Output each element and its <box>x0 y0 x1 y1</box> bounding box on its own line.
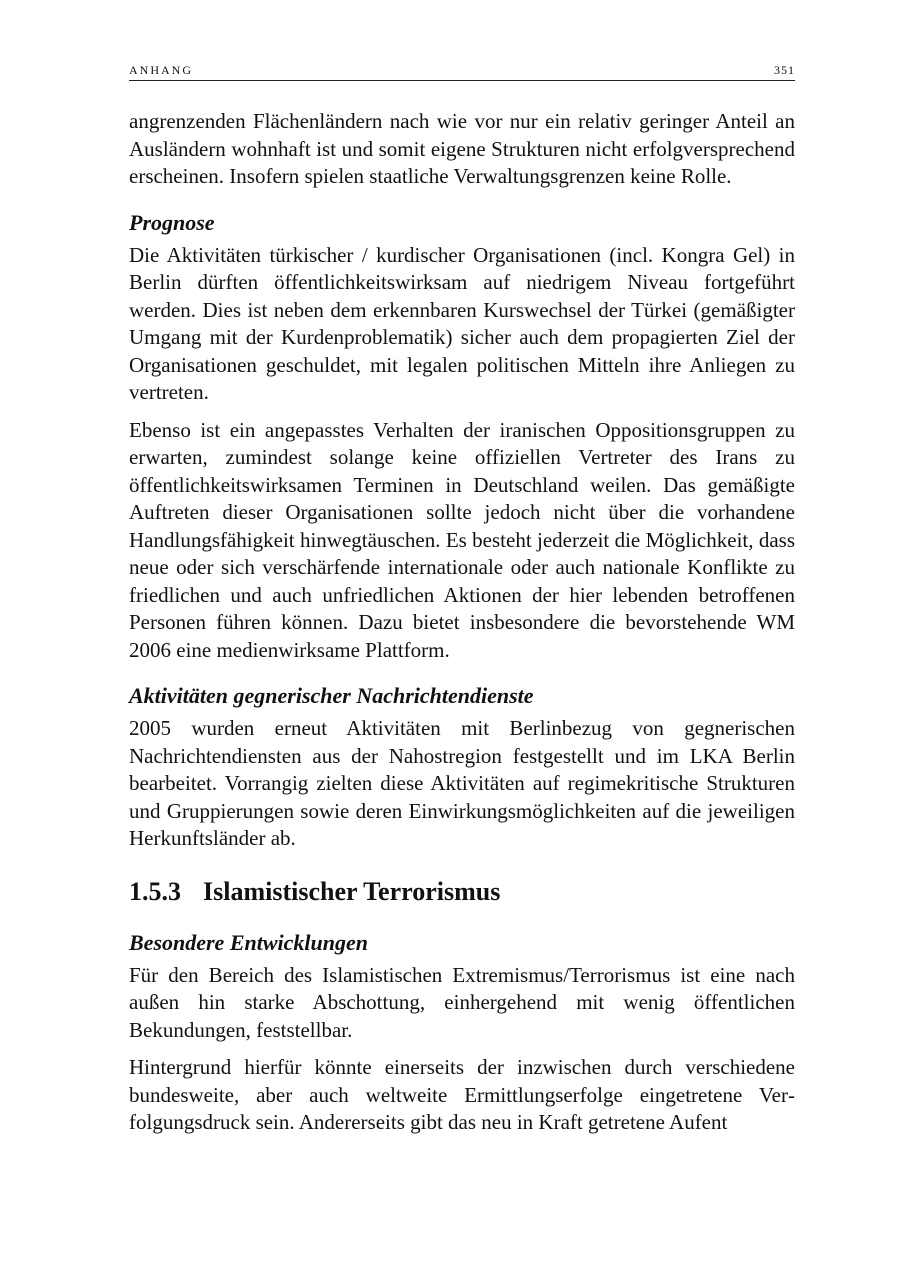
paragraph: angrenzenden Flächenländern nach wie vor nur ein relativ geringer Anteil an Ausländern wohnhaft ist und somit eigene Strukturen nicht erfolgversprechend erscheinen. Insofern spielen staatliche Verwaltungsgrenzen keine Rolle. <box>129 109 795 188</box>
section-number: 1.5.3 <box>129 876 181 906</box>
paragraph: Die Aktivitäten türkischer / kurdischer Organisationen (incl. Kongra Gel) in Berlin dürften öffentlichkeitswirksam auf niedrigem Niveau fortgeführt werden. Dies ist neben dem erkennbaren Kurswechsel der Türkei (gemäßigter Umgang mit der Kurdenproblematik) sicher auch dem propagierten Ziel der Organisationen geschuldet, mit legalen politischen Mitteln ihre Anliegen zu vertreten. <box>129 242 795 404</box>
running-header <box>129 62 795 81</box>
subheading-entwicklungen: Besondere Entwicklungen <box>129 929 368 955</box>
running-header-section: ANHANG <box>129 63 193 77</box>
subheading-nachrichtendienste: Aktivitäten gegnerischer Nachrichtendienste <box>129 683 534 708</box>
page-number: 351 <box>774 63 795 77</box>
paragraph: Ebenso ist ein angepasstes Verhalten der iranischen Oppositionsgruppen zu erwarten, zumindest solange keine offiziellen Vertreter des Irans zu öffentlichkeitswirksamen Terminen in Deutschland weilen. Das gemäßigte Auftreten dieser Organisationen sollte jedoch nicht über die vorhandene Handlungsfähigkeit hinwegtäuschen. Es besteht jederzeit die Möglichkeit, dass neue oder sich verschärfende internationale oder auch nationale Konflikte zu friedlichen und auch unfriedlichen Aktionen der hier lebenden betroffenen Personen führen können. Dazu bietet insbesondere die bevorstehende WM 2006 eine medienwirksame Plattform. <box>129 417 795 662</box>
section-title: Islamistischer Terrorismus <box>203 876 501 906</box>
paragraph: Hintergrund hierfür könnte einerseits der inzwischen durch verschiedene bundesweite, aber auch weltweite Ermittlungserfolge eingetretene Verfolgungsdruck sein. Andererseits gibt das neu in Kraft getretene Aufent <box>129 1055 795 1134</box>
paragraph: Für den Bereich des Islamistischen Extremismus/Terrorismus ist eine nach außen hin starke Abschottung, einhergehend mit wenig öffentlichen Bekundungen, feststellbar. <box>129 962 795 1042</box>
subheading-prognose: Prognose <box>129 209 215 235</box>
section-heading <box>129 875 795 909</box>
paragraph: 2005 wurden erneut Aktivitäten mit Berlinbezug von gegnerischen Nachrichtendiensten aus der Nahostregion festgestellt und im LKA Berlin bearbeitet. Vorrangig zielten diese Aktivitäten auf regimekritische Strukturen und Gruppierungen sowie deren Einwirkungsmöglichkeiten auf die jeweiligen Herkunftsländer ab. <box>129 716 795 850</box>
page-body <box>129 108 795 1137</box>
